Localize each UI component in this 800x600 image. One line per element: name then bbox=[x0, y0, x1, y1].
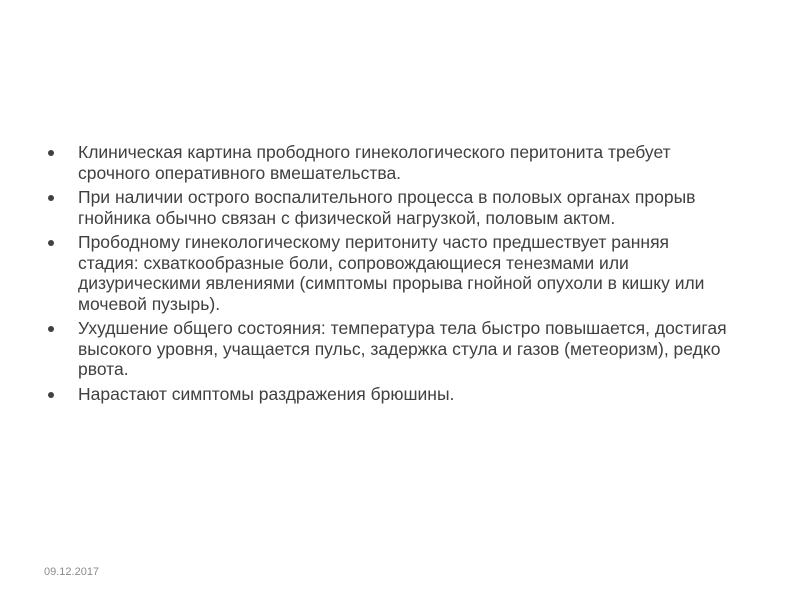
bullet-dot-icon bbox=[48, 195, 54, 201]
bullet-list bbox=[44, 142, 734, 408]
bullet-text: Ухудшение общего состояния: температура тела быстро повышается, достигая высокого уровня, учащается пульс, задержка стула и газов (метеоризм), редко рвота. bbox=[78, 318, 727, 379]
bullet-dot-icon bbox=[48, 240, 54, 246]
bullet-dot-icon bbox=[48, 150, 54, 156]
bullet-dot-icon bbox=[48, 392, 54, 398]
bullet-text: При наличии острого воспалительного процесса в половых органах прорыв гнойника обычно связан с физической нагрузкой, половым актом. bbox=[78, 187, 696, 228]
bullet-dot-icon bbox=[48, 326, 54, 332]
bullet-text: Прободному гинекологическому перитониту часто предшествует ранняя стадия: схваткообразные боли, сопровождающиеся тенезмами или дизурическими явлениями (симптомы прорыва гнойной опухоли в кишку или мочевой пузырь). bbox=[78, 232, 705, 314]
bullet-item bbox=[44, 232, 734, 314]
bullet-item bbox=[44, 187, 734, 228]
bullet-item bbox=[44, 384, 734, 405]
bullet-item bbox=[44, 142, 734, 183]
bullet-item bbox=[44, 318, 734, 380]
bullet-text: Клиническая картина прободного гинекологического перитонита требует срочного оперативного вмешательства. bbox=[78, 142, 671, 183]
bullet-text: Нарастают симптомы раздражения брюшины. bbox=[78, 383, 455, 404]
footer-date: 09.12.2017 bbox=[44, 566, 100, 578]
